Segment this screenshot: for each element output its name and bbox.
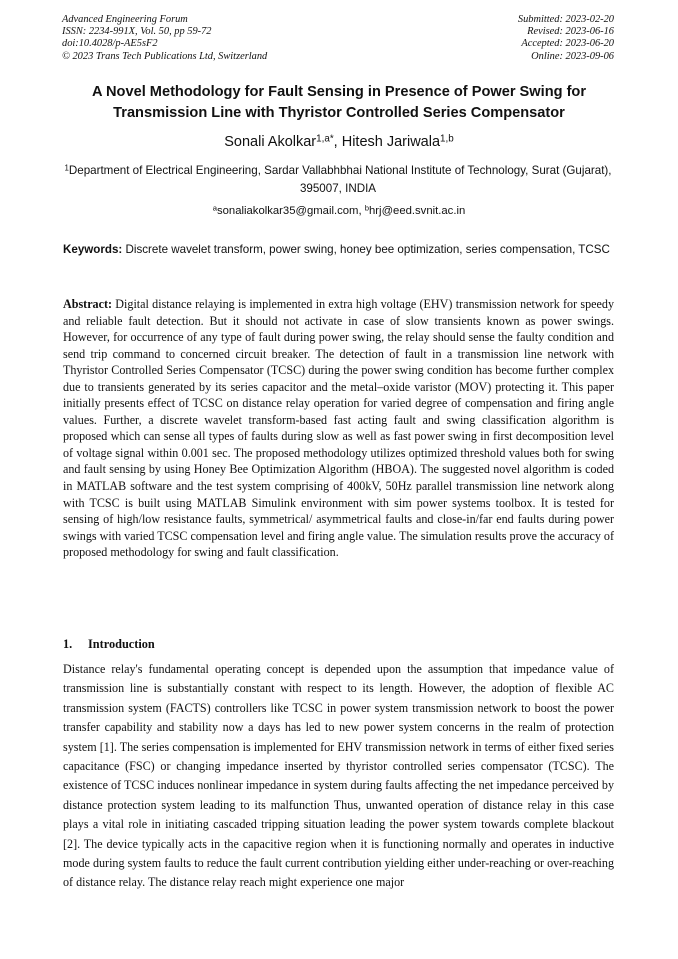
journal-info xyxy=(62,14,267,63)
keywords-text: Discrete wavelet transform, power swing, honey bee optimization, series compensation, TCSC xyxy=(122,243,610,256)
email-address: sonaliakolkar35@gmail.com xyxy=(217,205,359,217)
introduction-paragraph: Distance relay's fundamental operating concept is depended upon the assumption that impedance value of transmission line is substantially constant with respect to its length. However, the adoption of flexible AC transmission system (FACTS) controllers like TCSC in power system transmission network to boost the power transfer capability and stability now a days has led to new power system concerns in the realm of protection system [1]. The series compensation is implemented for EHV transmission network in terms of either fixed series capacitance (FSC) or changing impedance inserted by thyristor controlled series compensator (TCSC). The existence of TCSC induces nonlinear impedance in system during faults affecting the net impedance perceived by distance protection system leading to its malfunction Thus, unwanted operation of distance relay in this case plays a vital role in initiating cascaded tripping situation leading the power system towards complete blackout [2]. The device typically acts in the capacitive region when it is functioning normally and operates in inductive mode during system faults to reduce the fault current contribution yielding either under-reaching or over-reaching of distance relay. The distance relay reach might experience one major xyxy=(63,662,614,890)
author-superscript: 1,a* xyxy=(316,133,334,145)
section-title: Introduction xyxy=(88,637,155,651)
email-address: hrj@eed.svnit.ac.in xyxy=(369,205,466,217)
abstract-text: Digital distance relaying is implemented in extra high voltage (EHV) transmission network for speedy and reliable fault detection. But it should not activate in case of slow transients known as power swings. However, for occurrence of any type of fault during power swing, the relay should sense the faulty condition and send trip command to concerned circuit breaker. The detection of fault in a transmission line network with Thyristor Controlled Series Compensator (TCSC) during the power swing condition has become further complex due to transients generated by its series capacitor and the metal–oxide varistor (MOV) protecting it. This paper initially presents effect of TCSC on distance relay operation for varied degree of compensation and firing angle values. Further, a discrete wavelet transform-based fast acting fault and swing classification algorithm is proposed which can sense all types of faults during slow as well as fast power swing in first decomposition level of voltage signal within 0.001 sec. The proposed methodology utilizes optimized threshold values both for swing and fault sensing by using Honey Bee Optimization Algorithm (HBOA). The suggested novel algorithm is coded in MATLAB software and the test system comprising of 400kV, 50Hz parallel transmission line network along with TCSC is built using MATLAB Simulink environment with sim power systems toolbox. It is tested for sensing of high/low resistance faults, symmetrical/ asymmetrical faults and close-in/far end faults during power swings with varied TCSC compensation level and firing angle value. The simulation results prove the accuracy of proposed methodology for swing and fault classification. xyxy=(63,297,614,560)
accepted-date: Accepted: 2023-06-20 xyxy=(521,38,614,50)
abstract xyxy=(63,296,614,561)
journal-name: Advanced Engineering Forum xyxy=(62,14,188,25)
section-heading xyxy=(63,637,155,652)
paper-title: A Novel Methodology for Fault Sensing in Presence of Power Swing for Transmission Line with Thyristor Controlled Series Compensator xyxy=(91,84,587,121)
online-date: Online: 2023-09-06 xyxy=(531,50,614,62)
author-superscript: 1,b xyxy=(440,133,454,145)
email-superscript: a xyxy=(212,203,217,213)
affiliation-text: Department of Electrical Engineering, Sardar Vallabhbhai National Institute of Technology, Surat (Gujarat), 395007, INDIA xyxy=(68,164,612,195)
revised-date: Revised: 2023-06-16 xyxy=(527,26,614,38)
email-separator: , xyxy=(358,205,365,217)
keywords xyxy=(63,241,615,259)
affiliation xyxy=(62,162,614,197)
affiliation-superscript: 1 xyxy=(64,163,69,173)
author-name: Sonali Akolkar xyxy=(224,134,317,150)
abstract-label: Abstract: xyxy=(63,297,113,311)
author-separator: , xyxy=(333,134,342,150)
issn-line: ISSN: 2234-991X, Vol. 50, pp 59-72 xyxy=(62,26,212,38)
author-name: Hitesh Jariwala xyxy=(341,134,441,150)
email-superscript: b xyxy=(364,203,370,213)
email-list xyxy=(50,204,628,218)
keywords-label: Keywords: xyxy=(63,243,123,256)
doi-line: doi:10.4028/p-AE5sF2 xyxy=(62,38,158,50)
publication-dates xyxy=(518,14,614,63)
section-number: 1. xyxy=(63,637,73,651)
copyright-line: © 2023 Trans Tech Publications Ltd, Switzerland xyxy=(62,50,268,62)
author-list xyxy=(50,133,628,151)
submitted-date: Submitted: 2023-02-20 xyxy=(517,14,614,25)
